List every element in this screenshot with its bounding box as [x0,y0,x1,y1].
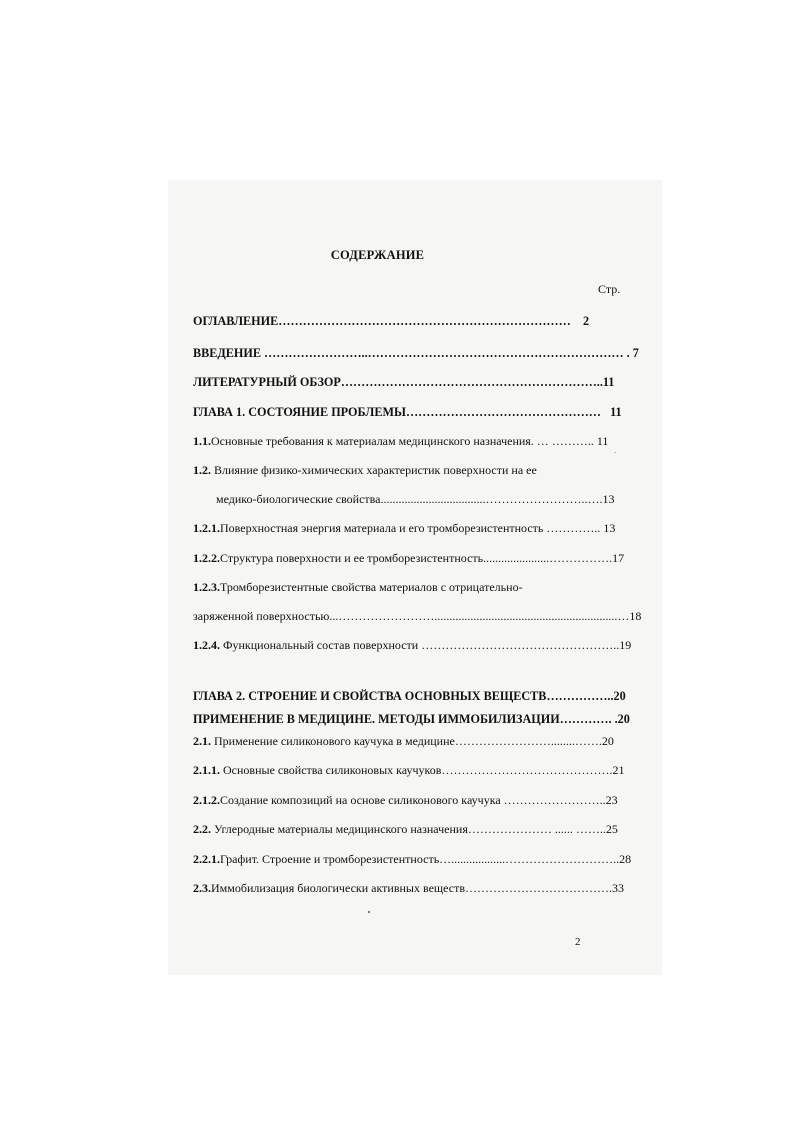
toc-entry: ОГЛАВЛЕНИЕ……………………………………………………………… 2 [193,314,590,328]
toc-entry: заряженной поверхностью...…………………….............................................................…18 [193,609,642,623]
toc-entry: ЛИТЕРАТУРНЫЙ ОБЗОР………………………………………………………..11 [193,375,615,389]
toc-entry: 2.1.2.Создание композиций на основе силиконового каучука ……………………..23 [193,793,618,807]
toc-entry: 1.2. Влияние физико-химических характеристик поверхности на ее [193,463,537,477]
toc-entry: медико-биологические свойства...................................……………………..….13 [216,492,615,506]
toc-entry: 2.1.1. Основные свойства силиконовых каучуков…………………………………….21 [193,763,625,777]
scan-speck [614,452,616,453]
toc-entry: 1.2.1.Поверхностная энергия материала и его тромборезистентность ………….. 13 [193,521,616,535]
page-title: СОДЕРЖАНИЕ [330,248,425,262]
toc-entry: 1.1.Основные требования к материалам медицинского назначения. … ……….. 11 [193,434,609,448]
toc-entry: 1.2.3.Тромборезистентные свойства материалов с отрицательно- [193,580,523,594]
toc-entry: 2.1. Применение силиконового каучука в медицине……………………........…….20 [193,734,614,748]
toc-entry: ПРИМЕНЕНИЕ В МЕДИЦИНЕ. МЕТОДЫ ИММОБИЛИЗАЦИИ…………. .20 [193,712,630,726]
scan-speck [368,911,370,913]
page-column-label: Стр. [598,282,621,296]
toc-entry: 1.2.4. Функциональный состав поверхности …………………………………………..19 [193,638,632,652]
toc-entry: 2.3.Иммобилизация биологически активных веществ……………………………….33 [193,881,624,895]
page-number: 2 [575,936,581,948]
toc-entry: ГЛАВА 2. СТРОЕНИЕ И СВОЙСТВА ОСНОВНЫХ ВЕЩЕСТВ……………..20 [193,689,626,703]
toc-entry: 1.2.2.Структура поверхности и ее тромборезистентность......................…………….17 [193,551,625,565]
toc-entry: 2.2. Углеродные материалы медицинского назначения………………… ...... ……..25 [193,822,618,836]
toc-entry: ГЛАВА 1. СОСТОЯНИЕ ПРОБЛЕМЫ………………………………………… 11 [193,405,622,419]
toc-entry: 2.2.1.Графит. Строение и тромборезистентность…..................………………………..28 [193,852,632,866]
toc-entry: ВВЕДЕНИЕ ……………………..……………………………………………………… . 7 [193,346,639,360]
